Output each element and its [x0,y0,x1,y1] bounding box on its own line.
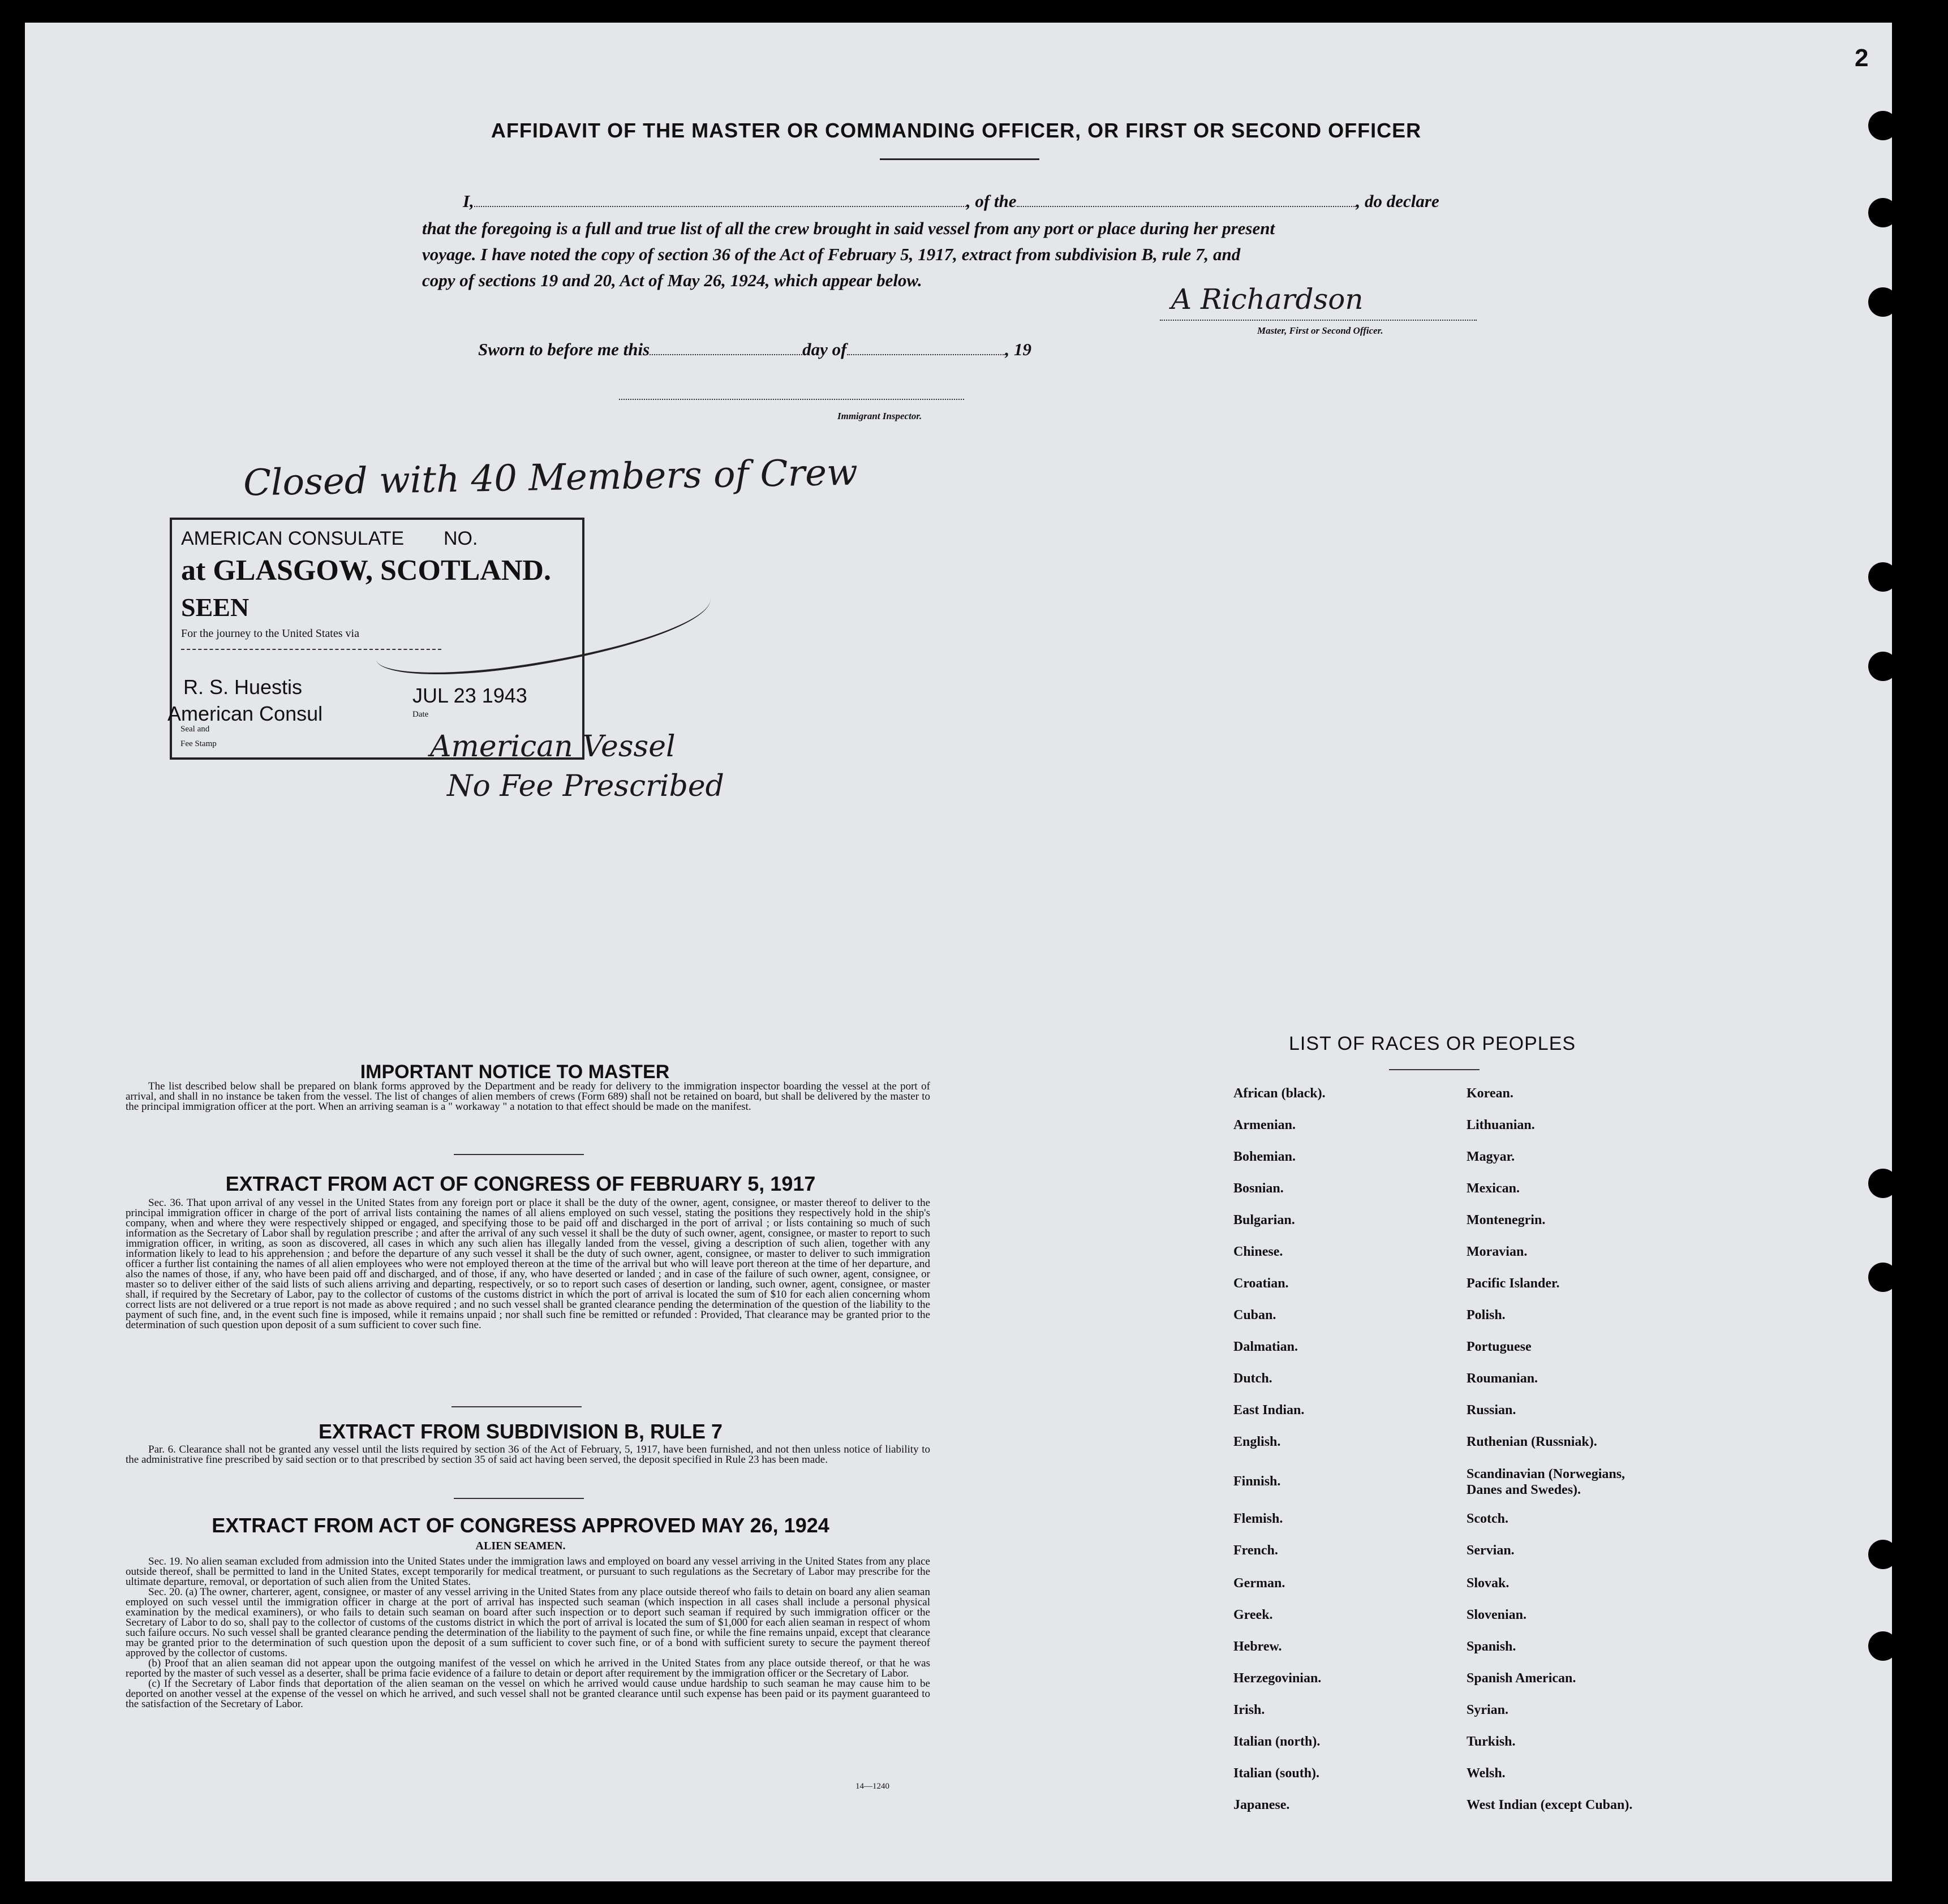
extract-1924-text [126,1557,930,1709]
race-item: Scandinavian (Norwegians, Danes and Swedes). [1467,1467,1626,1497]
sec-19: Sec. 19. No alien seaman excluded from admission into the United States under the immigration laws and employed on board any vessel arriving in the United States from any place outside thereof, shall be permitted to land in the United States, except temporarily for medical treatment, or pursuant to such regulations as the Secretary of Labor may prescribe for the ultimate departure, removal, or deportation of such alien from the United States. [126,1556,930,1588]
signature-rule [1160,320,1477,321]
sworn-month-blank[interactable] [847,351,1005,355]
punch-hole [1868,652,1898,681]
race-item: Dutch. [1233,1371,1272,1386]
declaration-line-2: that the foregoing is a full and true list of all the crew brought in said vessel from any port or place during her present [422,218,1275,238]
race-item: Bosnian. [1233,1181,1284,1196]
stamp-consulate: AMERICAN CONSULATE [181,528,405,549]
affidavit-title: AFFIDAVIT OF THE MASTER OR COMMANDING OFFICER, OR FIRST OR SECOND OFFICER [491,119,1422,142]
race-item: Turkish. [1467,1734,1516,1749]
punch-hole [1868,1263,1898,1292]
race-item: Bohemian. [1233,1149,1296,1164]
section-rule [454,1498,584,1499]
race-item: English. [1233,1435,1281,1449]
subdivision-title: EXTRACT FROM SUBDIVISION B, RULE 7 [318,1420,723,1443]
punch-hole [1868,562,1898,592]
race-item: Slovak. [1467,1576,1510,1591]
sec-20a: Sec. 20. (a) The owner, charterer, agent, consignee, or master of any vessel arriving in the United States from any place outside thereof who fails to detain on board any alien seaman employed on such vessel until the immigration officer in charge at the port of arrival has inspected such seaman (which inspection in all cases shall include a personal physical examination by the medical examiners), or who fails to detain such seaman on board after such inspection or to deport such seaman if required by such immigration officer or the Secretary of Labor to do so, shall pay to the collector of customs of the customs district in which the port of arrival is located the sum of $1,000 for each alien seaman in respect of whom such failure occurs. No such vessel shall be granted clearance pending the determination of the liability to the payment of such fine, or while the fine remains unpaid, except that clearance may be granted prior to the determination of such question upon the deposit of a sum sufficient to cover such fine, or of a bond with sufficient surety to secure the payment thereof approved by the collector of customs. [126,1586,930,1659]
race-item: Syrian. [1467,1703,1509,1717]
race-item: Croatian. [1233,1276,1289,1291]
stamp-consul-name: R. S. Huestis [183,675,303,699]
race-item: Greek. [1233,1608,1273,1622]
race-item: Portuguese [1467,1339,1532,1354]
stamp-consul-title: American Consul [167,702,323,725]
stamp-date-label: Date [412,710,429,719]
signature-caption: Master, First or Second Officer. [1257,325,1383,336]
stamp-number-label: NO. [444,528,478,549]
stamp-fee-label: Fee Stamp [180,739,217,748]
race-item: Mexican. [1467,1181,1520,1196]
extract-1924-subtitle: ALIEN SEAMEN. [475,1540,566,1552]
race-item: Spanish American. [1467,1671,1576,1686]
declaration-line-4: copy of sections 19 and 20, Act of May 26, 1924, which appear below. [422,270,922,290]
race-item: Servian. [1467,1543,1515,1558]
inspector-rule [619,399,964,400]
race-item: Lithuanian. [1467,1118,1535,1132]
race-item: Armenian. [1233,1118,1296,1132]
subdivision-text: Par. 6. Clearance shall not be granted any vessel until the lists required by section 36 of the Act of February, 5, 1917, have been furnished, and not then unless notice of liability to the administrative fine prescribed by said section or to that prescribed by section 35 of said act having been served, the deposit specified in Rule 23 has been made. [126,1444,930,1466]
form-number: 14—1240 [855,1782,889,1791]
extract-1917-title: EXTRACT FROM ACT OF CONGRESS OF FEBRUARY 5, 1917 [225,1172,816,1195]
extract-1917-text: Sec. 36. That upon arrival of any vessel in the United States from any foreign port or place it shall be the duty of the owner, agent, consignee, or master thereof to deliver to the principal immigration officer in charge of the port of arrival lists containing the names of all aliens employed on such vessel, stating the positions they respectively hold in the ship's company, when and where they were respectively shipped or engaged, and specifying those to be paid off and discharged in the port of arrival ; or lists containing so much of such information as the Secretary of Labor shall by regulation prescribe ; and after the arrival of any such vessel it shall be the duty of such owner, agent, consignee, or master to report to such immigration officer, in writing, as soon as discovered, all cases in which any such alien has illegally landed from the vessel, giving a description of such alien, together with any information likely to lead to his apprehension ; and before the departure of any such vessel it shall be the duty of such owner, agent, consignee, or master to deliver to such immigration officer a further list containing the names of all alien employees who were not employed thereon at the time of the arrival but who will leave port thereon at the time of her departure, and also the names of those, if any, who have been paid off and discharged, and of those, if any, who have deserted or landed ; and in case of the failure of such owner, agent, consignee, or master so to deliver either of the said lists of such aliens arriving and departing, respectively, or so to report such cases of desertion or landing, such owner, agent, consignee, or master shall, if required by the Secretary of Labor, pay to the collector of customs of the customs district in which the port of arrival is located the sum of $10 for each alien concerning whom correct lists are not delivered or a true report is not made as above required ; and no such vessel shall be granted clearance pending the determination of the question of the liability to the payment of such fine, and, in the event such fine is imposed, while it remains unpaid ; nor shall such fine be remitted or refunded : Provided, That clearance may be granted prior to the determination of such question upon deposit of a sum sufficient to cover such fine. [126,1197,930,1331]
notice-text: The list described below shall be prepared on blank forms approved by the Department and be ready for delivery to the immigration inspector boarding the vessel at the port of arrival, and shall in no instance be taken from the vessel. The list of changes of alien members of crews (Form 689) shall not be retained on board, but shall be delivered by the master to the principal immigration officer at the port. When an arriving seaman is a " workaway " a notation to that effect should be made on the manifest. [126,1080,930,1113]
punch-hole [1868,287,1898,317]
race-item: Ruthenian (Russniak). [1467,1435,1597,1449]
section-rule [454,1154,584,1155]
race-item: Chinese. [1233,1244,1283,1259]
declaration-line-1: I, , of the , do declare [463,191,1439,211]
race-item: Russian. [1467,1403,1516,1418]
races-title-rule [1389,1069,1480,1070]
race-item: East Indian. [1233,1403,1305,1418]
race-item: Polish. [1467,1308,1506,1323]
race-item: Dalmatian. [1233,1339,1298,1354]
punch-hole [1868,111,1898,140]
extract-1924-title: EXTRACT FROM ACT OF CONGRESS APPROVED MAY 26, 1924 [212,1514,829,1537]
race-item: Hebrew. [1233,1639,1282,1654]
declaration-line-3: voyage. I have noted the copy of section 36 of the Act of February 5, 1917, extract from subdivision B, rule 7, and [422,244,1241,264]
title-rule [880,158,1039,160]
race-item: Flemish. [1233,1511,1283,1526]
race-item: Spanish. [1467,1639,1516,1654]
race-item: African (black). [1233,1086,1326,1101]
races-title: LIST OF RACES OR PEOPLES [1289,1033,1576,1054]
race-item: Magyar. [1467,1149,1515,1164]
vessel-note: American Vessel [430,730,676,764]
race-item: Irish. [1233,1703,1265,1717]
race-item: Cuban. [1233,1308,1276,1323]
corner-mark: 2 [1855,44,1869,72]
fee-note: No Fee Prescribed [447,769,724,803]
race-item: Scotch. [1467,1511,1508,1526]
stamp-location: at GLASGOW, SCOTLAND. [181,554,551,587]
race-item: West Indian (except Cuban). [1467,1798,1633,1812]
name-blank[interactable] [474,203,966,207]
race-item: Moravian. [1467,1244,1528,1259]
race-item: Welsh. [1467,1766,1506,1781]
race-item: Korean. [1467,1086,1513,1101]
race-item: Slovenian. [1467,1608,1527,1622]
stamp-seen: SEEN [181,593,250,622]
sec-20b: (b) Proof that an alien seaman did not appear upon the outgoing manifest of the vessel on which he arrived in the United States from any place outside thereof, or that he was reported by the master of such vessel as a deserter, shall be prima facie evidence of a failure to detain or deport after requirement by the immigration officer or the Secretary of Labor. [126,1657,930,1679]
sec-20c: (c) If the Secretary of Labor finds that deportation of the alien seaman on the vessel on which he arrived would cause undue hardship to such seaman he may cause him to be deported on another vessel at the expense of the vessel on which he arrived, and such vessel shall not be granted clearance until such expense has been paid or its payment guaranteed to the satisfaction of the Secretary of Labor. [126,1678,930,1710]
section-rule [451,1406,582,1407]
vessel-blank[interactable] [1017,203,1356,207]
race-item: Japanese. [1233,1798,1290,1812]
master-signature: A Richardson [1171,283,1364,316]
punch-hole [1868,198,1898,227]
race-item: Finnish. [1233,1474,1281,1489]
punch-hole [1868,1631,1898,1661]
race-item: Montenegrin. [1467,1213,1546,1227]
punch-hole [1868,1540,1898,1569]
race-item: Pacific Islander. [1467,1276,1560,1291]
race-item: Bulgarian. [1233,1213,1295,1227]
race-item: Italian (south). [1233,1766,1320,1781]
inspector-caption: Immigrant Inspector. [837,411,922,421]
sworn-line: Sworn to before me this day of , 19 [478,339,1031,359]
stamp-seal-label: Seal and [180,725,210,734]
date-stamp: JUL 23 1943 [412,684,527,707]
closed-crew-note: Closed with 40 Members of Crew [243,451,858,505]
race-item: Roumanian. [1467,1371,1538,1386]
race-item: French. [1233,1543,1278,1558]
sworn-day-blank[interactable] [650,351,802,355]
punch-hole [1868,1169,1898,1198]
stamp-journey: For the journey to the United States via [181,627,359,640]
race-item: Italian (north). [1233,1734,1321,1749]
race-item: German. [1233,1576,1285,1591]
race-item: Herzegovinian. [1233,1671,1322,1686]
notice-title: IMPORTANT NOTICE TO MASTER [360,1061,670,1083]
